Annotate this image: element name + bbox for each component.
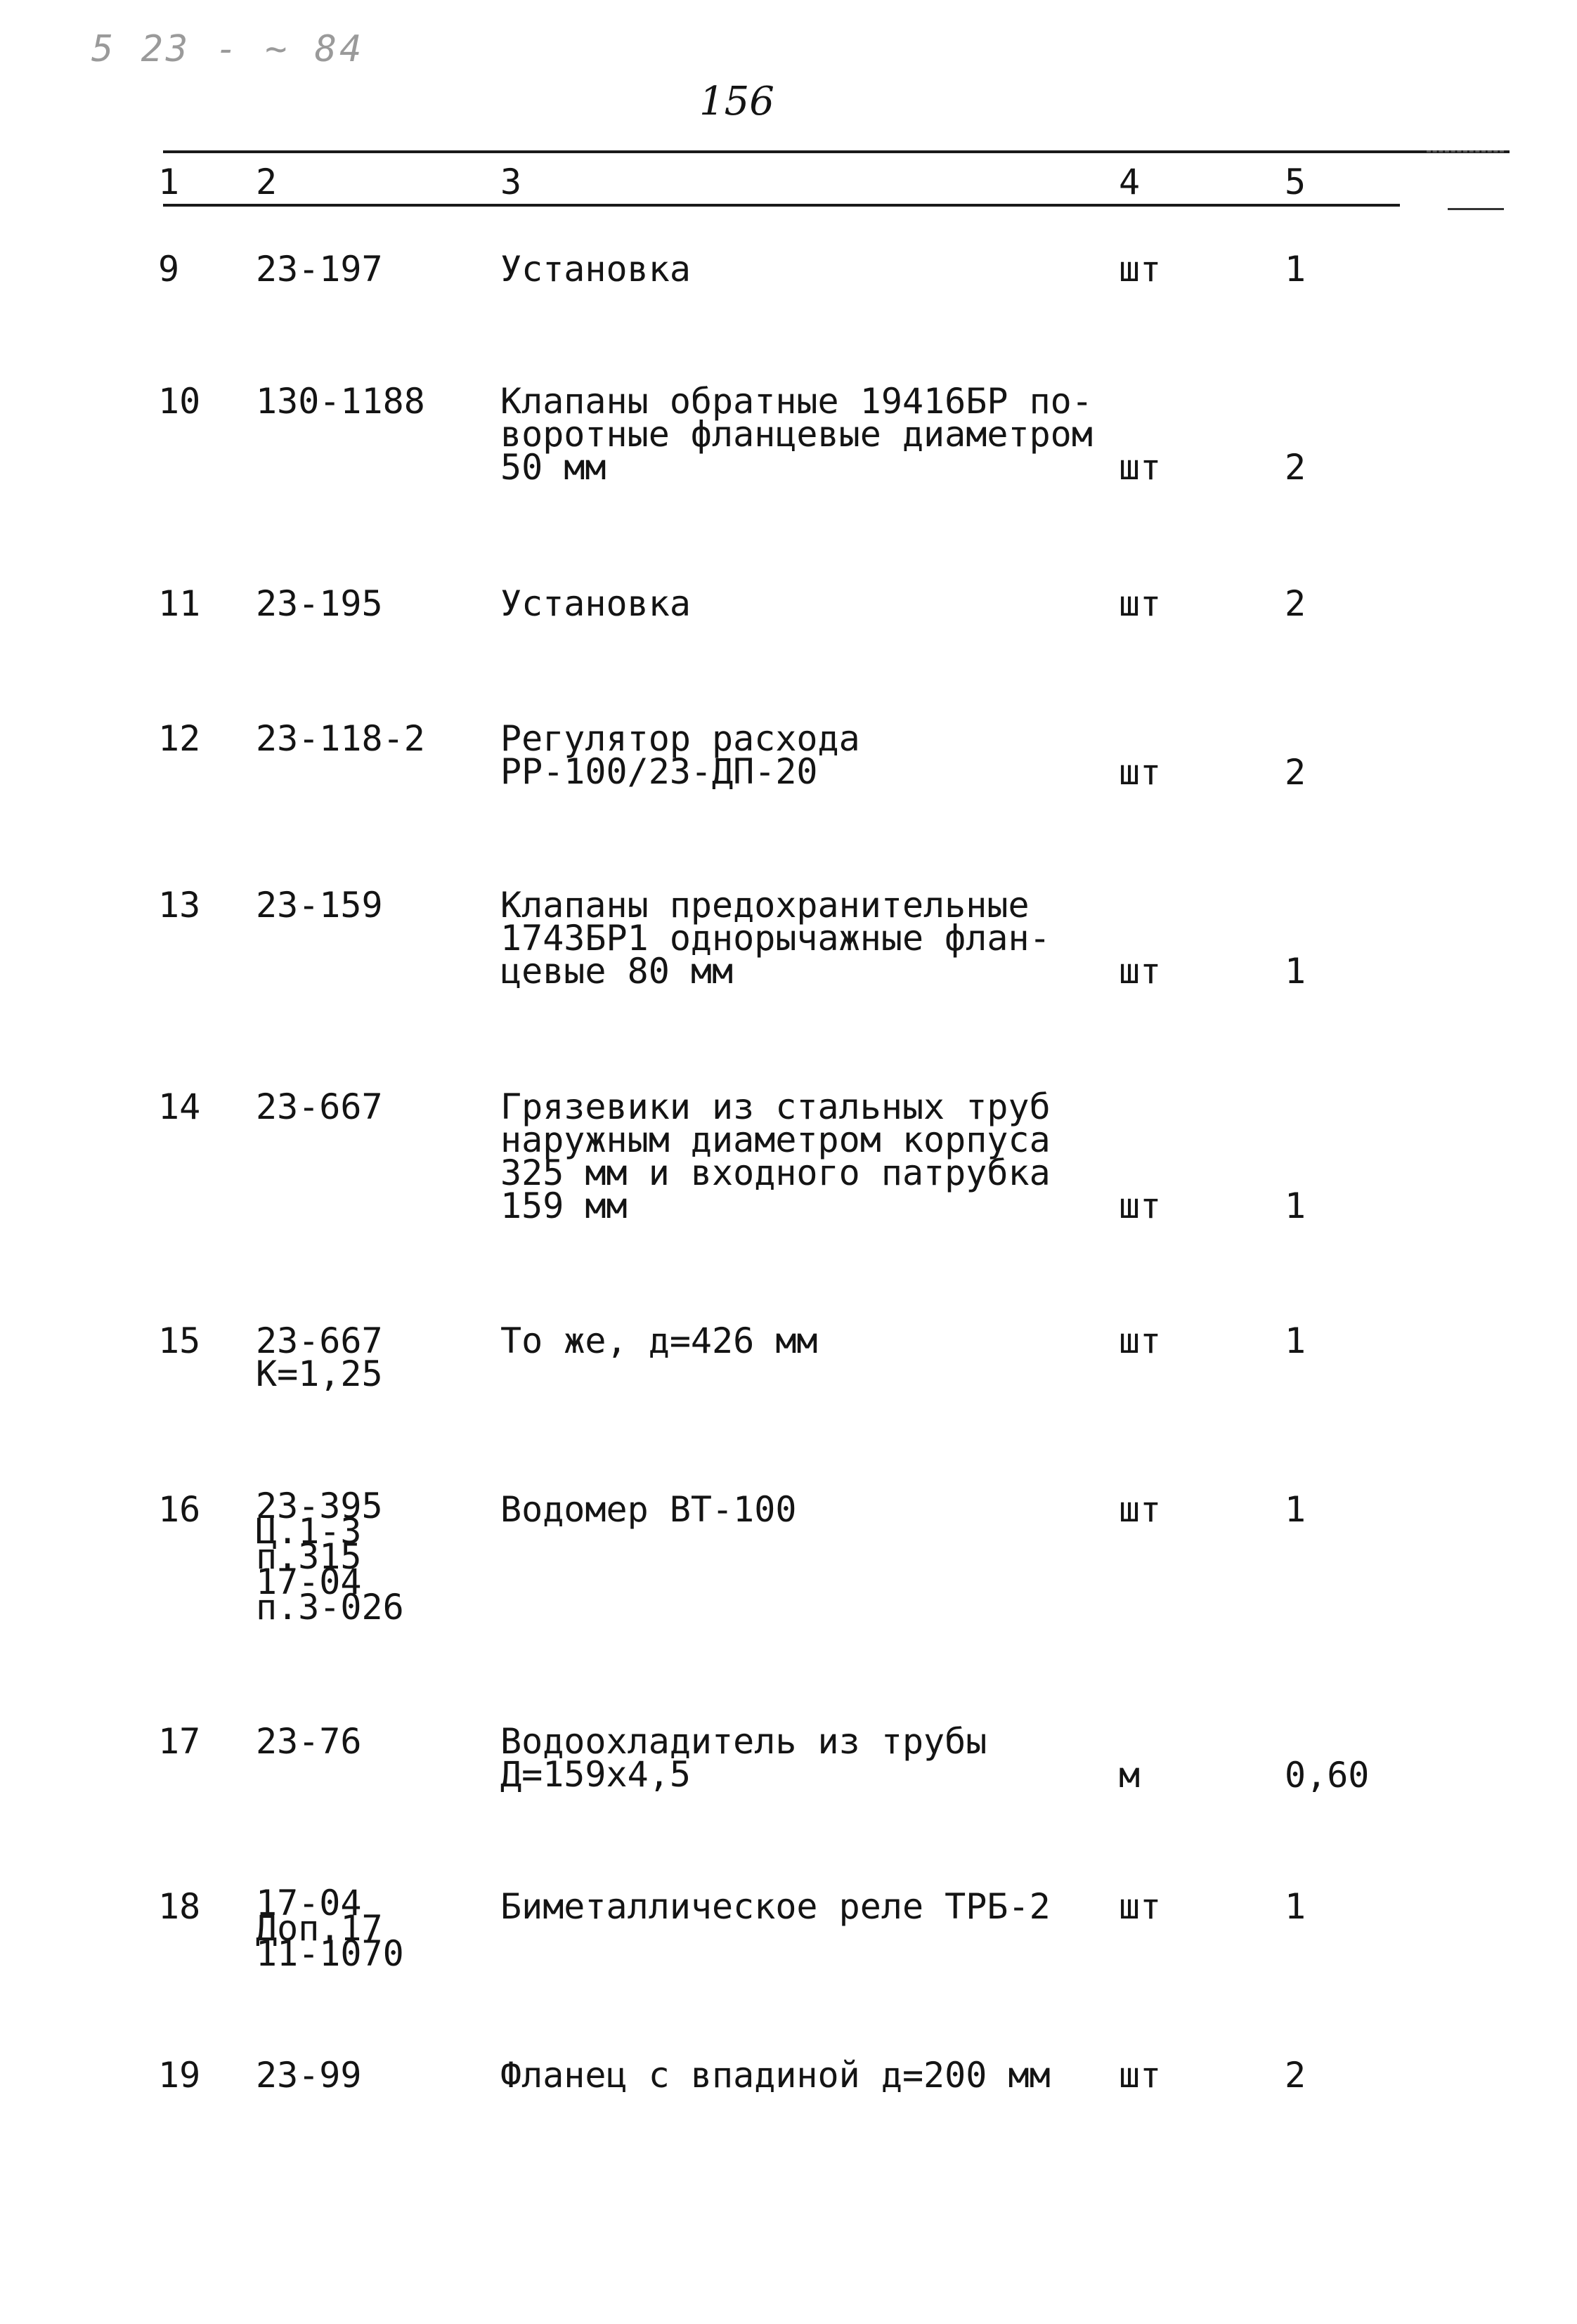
row-qty: 1: [1285, 1489, 1306, 1530]
row-number: 13: [158, 885, 201, 926]
row-unit: шт: [1119, 1489, 1162, 1530]
row-name: Регулятор расхода РР-100/23-ДП-20: [500, 718, 860, 792]
row-qty: 1: [1285, 249, 1306, 290]
row-number: 9: [158, 249, 180, 290]
row-code: 23-76: [256, 1721, 362, 1762]
row-code: 23-159: [256, 885, 383, 926]
row-name: Клапаны обратные 19416БР по- воротные фланцевые диаметром 50 мм: [500, 381, 1093, 488]
row-unit: шт: [1119, 951, 1162, 992]
column-header-5: 5: [1285, 162, 1306, 202]
table-top-dashed-rule: [1427, 150, 1504, 152]
row-code: 17-04 Доп.17 11-1070: [256, 1883, 404, 1974]
column-header-3: 3: [500, 162, 522, 202]
row-code: 23-118-2: [256, 718, 425, 759]
row-qty: 1: [1285, 1320, 1306, 1361]
row-code: 130-1188: [256, 381, 425, 422]
row-name: Водомер ВТ-100: [500, 1489, 797, 1530]
row-number: 12: [158, 718, 201, 759]
column-header-1: 1: [158, 162, 180, 202]
column-header-4: 4: [1119, 162, 1141, 202]
row-qty: 0,60: [1285, 1755, 1370, 1796]
row-name: Фланец с впадиной д=200 мм: [500, 2055, 1051, 2096]
corner-mark: 5 23 - ~ 84: [91, 28, 365, 70]
row-number: 16: [158, 1489, 201, 1530]
row-unit: шт: [1119, 2055, 1162, 2096]
row-name: Установка: [500, 249, 691, 290]
row-number: 19: [158, 2055, 201, 2096]
row-name: Грязевики из стальных труб наружным диаметром корпуса 325 мм и входного патрубка 159 мм: [500, 1086, 1051, 1226]
row-name: Клапаны предохранительные 1743БР1 однорычажные флан- цевые 80 мм: [500, 885, 1051, 992]
row-unit: шт: [1119, 1886, 1162, 1927]
row-qty: 2: [1285, 447, 1306, 488]
row-code: 23-667 К=1,25: [256, 1320, 383, 1394]
row-qty: 2: [1285, 583, 1306, 624]
row-number: 18: [158, 1886, 201, 1927]
row-name: Водоохладитель из трубы Д=159х4,5: [500, 1721, 987, 1795]
row-unit: м: [1119, 1755, 1141, 1796]
table-header-rule: [163, 204, 1400, 207]
row-unit: шт: [1119, 447, 1162, 488]
row-number: 11: [158, 583, 201, 624]
table-top-rule: [163, 150, 1510, 153]
row-qty: 2: [1285, 2055, 1306, 2096]
row-code: 23-99: [256, 2055, 362, 2096]
row-code: 23-395 Ц.1-3 п.315 17-04 п.3-026: [256, 1486, 404, 1628]
row-unit: шт: [1119, 249, 1162, 290]
row-qty: 1: [1285, 951, 1306, 992]
row-number: 14: [158, 1086, 201, 1127]
row-qty: 1: [1285, 1186, 1306, 1226]
table-header-tail-rule: [1448, 208, 1504, 210]
column-header-2: 2: [256, 162, 278, 202]
row-qty: 1: [1285, 1886, 1306, 1927]
row-qty: 2: [1285, 752, 1306, 793]
row-name: То же, д=426 мм: [500, 1320, 818, 1361]
row-unit: шт: [1119, 1186, 1162, 1226]
row-code: 23-197: [256, 249, 383, 290]
row-code: 23-195: [256, 583, 383, 624]
row-unit: шт: [1119, 583, 1162, 624]
row-number: 17: [158, 1721, 201, 1762]
row-number: 10: [158, 381, 201, 422]
page-number: 156: [699, 79, 774, 124]
row-unit: шт: [1119, 1320, 1162, 1361]
row-number: 15: [158, 1320, 201, 1361]
row-unit: шт: [1119, 752, 1162, 793]
row-code: 23-667: [256, 1086, 383, 1127]
row-name: Установка: [500, 583, 691, 624]
row-name: Биметаллическое реле ТРБ-2: [500, 1886, 1051, 1927]
